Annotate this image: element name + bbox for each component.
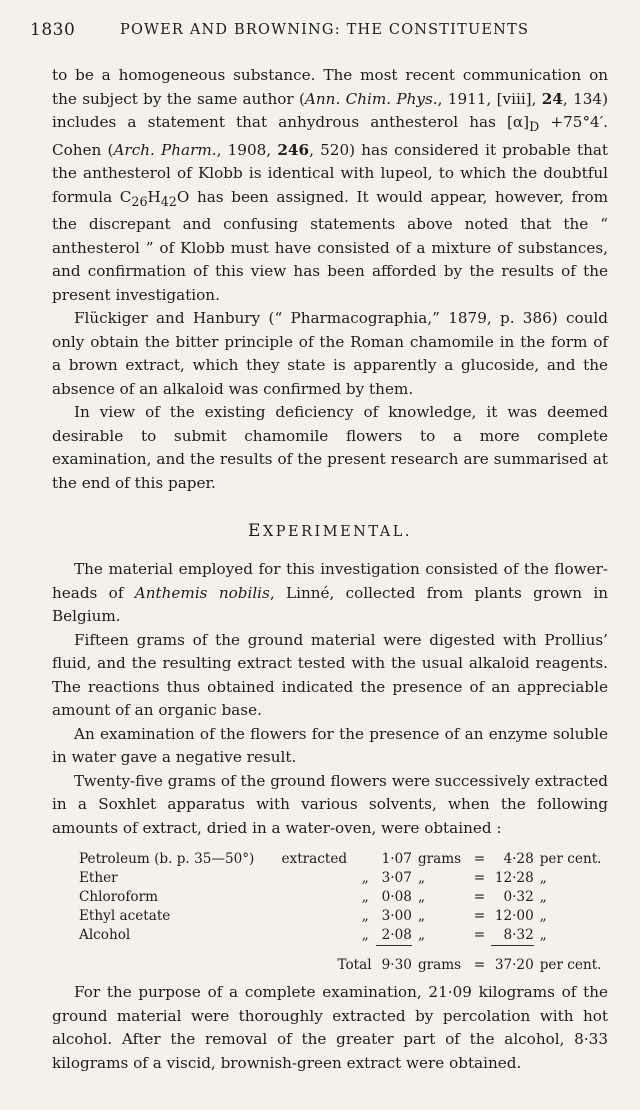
table-row: Ether „ 3·07 „ = 12·28 „ [79,870,547,887]
table-row: Alcohol „ 2·08 „ = 8·32 „ [79,926,608,946]
species-name: Anthemis nobilis [134,583,270,602]
extract-table [79,850,608,975]
table-row: Ethyl acetate „ 3·00 „ = 12·00 „ [79,908,547,925]
paragraph-3: In view of the existing deficiency of knowledge, it was deemed desirable to submit chamomile flowers to a more complete examination, and the results of the present research are summarised at the end of this paper. [52,403,608,492]
table-row-total: Total 9·30 grams = 37·20 per cent. [337,956,602,974]
paragraph-4: The material employed for this investigation consisted of the flower-heads of Anthemis nobilis, Linné, collected from plants grown in Belgium. [52,560,608,626]
page-number: 1830 [30,20,76,40]
paragraph-8: For the purpose of a complete examination, 21·09 kilograms of the ground material were thoroughly extracted by percolation with hot alcohol. After the removal of the greater part of the alcohol, 8·33 kilograms of a viscid, brownish-green extract were obtained. [52,983,608,1072]
paragraph-2: Flückiger and Hanbury (“ Pharmacographia,” 1879, p. 386) could only obtain the bitter principle of the Roman chamomile in the form of a brown extract, which they state is apparently a glucoside, and the absence of an alkaloid was confirmed by them. [52,309,608,398]
table-row: Chloroform „ 0·08 „ = 0·32 „ [79,889,547,906]
paragraph-6: An examination of the flowers for the presence of an enzyme soluble in water gave a negative result. [52,724,608,767]
running-title: POWER AND BROWNING: THE CONSTITUENTS [120,22,530,38]
paragraph-5: Fifteen grams of the ground material were digested with Prollius’ fluid, and the resulting extract tested with the usual alkaloid reagents. The reactions thus obtained indicated the presence of an appreciable amount of an organic base. [52,630,608,720]
page-header [30,20,610,50]
citation-arch-pharm: Arch. Pharm. [113,140,217,159]
citation-ann-chim-phys: Ann. Chim. Phys. [304,89,438,108]
paragraph-1: to be a homogeneous substance. The most recent communication on the subject by the same author (Ann. Chim. Phys., 1911, [viii], 24, 134) includes a statement that anhydrous anthesterol has $[\alpha]_D +75^\circ 4'$. Cohen (Arch. Pharm., 1908, 246, 520) has considered it probable that the anthesterol of Klobb is identical with lupeol, to which the doubtful formula $C_{26}H_{42}O$ has been assigned. It would appear, however, from the discrepant and confusing statements above noted that the “ anthesterol ” of Klobb must have consisted of a mixture of substances, and confirmation of this view has been afforded by the results of the present investigation. [52,66,609,304]
section-heading-experimental: EXPERIMENTAL. [248,521,412,542]
paragraph-7: Twenty-five grams of the ground flowers were successively extracted in a Soxhlet apparatus with various solvents, when the following amounts of extract, dried in a water-oven, were obtained : [52,771,608,837]
volume-24: 24 [541,89,563,108]
volume-246: 246 [277,140,310,159]
body-text [52,64,608,1075]
table-row: Petroleum (b. p. 35—50°) extracted 1·07 grams = 4·28 per cent. [79,851,602,868]
